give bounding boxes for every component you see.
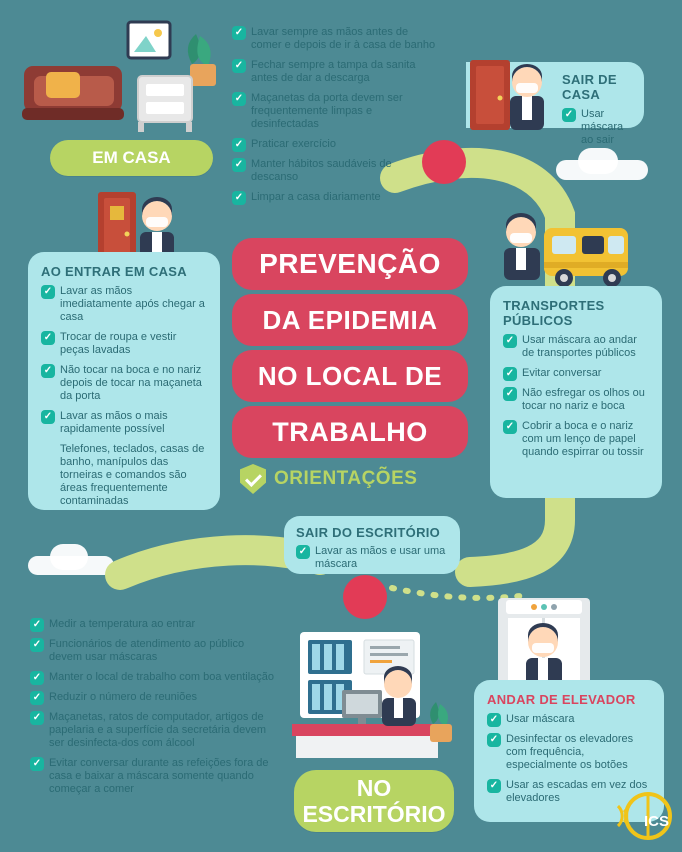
list-item xyxy=(296,545,448,571)
check-icon: ✓ xyxy=(41,364,55,378)
list-item xyxy=(30,671,276,684)
label-no-escritorio: NO ESCRITÓRIO xyxy=(294,770,454,832)
check-icon: ✓ xyxy=(41,285,55,299)
list-item-text: Não esfregar os olhos ou tocar no nariz e boca xyxy=(522,387,645,412)
list-item-text: Usar máscara xyxy=(506,713,575,725)
check-icon: ✓ xyxy=(487,779,501,793)
panel-title-ao-entrar: AO ENTRAR EM CASA xyxy=(41,264,187,279)
list-item-text: Trocar de roupa e vestir peças lavadas xyxy=(60,331,177,356)
title-bar-1: PREVENÇÃO xyxy=(232,238,468,290)
list-em-casa xyxy=(232,26,440,211)
list-item-text: Desinfectar os elevadores com frequência, especialmente os botões xyxy=(506,733,634,771)
list-item-text: Limpar a casa diariamente xyxy=(251,191,381,203)
panel-sair-do-escritorio xyxy=(284,516,460,574)
list-item xyxy=(487,713,651,726)
list-item xyxy=(41,364,207,403)
list-item-text: Não tocar na boca e no nariz depois de tocar na maçaneta da porta xyxy=(60,364,202,402)
title-bar-3: NO LOCAL DE xyxy=(232,350,468,402)
list-item xyxy=(503,387,649,413)
check-icon: ✓ xyxy=(232,191,246,205)
check-icon: ✓ xyxy=(503,334,517,348)
list-item xyxy=(232,191,440,204)
list-sair-escritorio xyxy=(296,545,448,571)
label-em-casa xyxy=(50,140,213,176)
list-item-text: Lavar sempre as mãos antes de comer e depois de ir à casa de banho xyxy=(251,26,436,51)
list-item-text: Lavar as mãos e usar uma máscara xyxy=(315,545,446,570)
list-item-text: Evitar conversar durante as refeições fora de casa e baixar a máscara somente quando começar a comer xyxy=(49,757,269,795)
title-bar-4: TRABALHO xyxy=(232,406,468,458)
list-item-text: Maçanetas, ratos de computador, artigos de papelaria e a superfície da secretária devem ser desinfecta-dos com álcool xyxy=(49,711,267,749)
check-icon: ✓ xyxy=(487,733,501,747)
office-illustration xyxy=(286,628,456,768)
check-icon: ✓ xyxy=(487,713,501,727)
list-item-text: Lavar as mãos o mais rapidamente possível xyxy=(60,410,168,435)
panel-transportes-publicos xyxy=(490,286,662,498)
check-icon: ✓ xyxy=(41,410,55,424)
label-em-casa-text: EM CASA xyxy=(92,148,171,167)
svg-text:ICS: ICS xyxy=(644,813,670,830)
check-icon: ✓ xyxy=(30,618,44,632)
check-icon: ✓ xyxy=(503,387,517,401)
list-item xyxy=(503,334,649,360)
list-item xyxy=(232,26,440,52)
list-sair-de-casa xyxy=(562,108,634,147)
list-item-text: Funcionários de atendimento ao público devem usar máscaras xyxy=(49,638,245,663)
list-item-text: Reduzir o número de reuniões xyxy=(49,691,197,703)
check-icon: ✓ xyxy=(562,108,576,122)
list-item xyxy=(562,108,634,147)
panel-ao-entrar-em-casa xyxy=(28,252,220,510)
list-item-text: Medir a temperatura ao entrar xyxy=(49,618,196,630)
check-icon: ✓ xyxy=(30,671,44,685)
check-icon: ✓ xyxy=(296,545,310,559)
list-item xyxy=(503,367,649,380)
list-item-text: Usar as escadas em vez dos elevadores xyxy=(506,779,648,804)
list-item-text: Manter hábitos saudáveis de descanso xyxy=(251,158,392,183)
list-item-text: Evitar conversar xyxy=(522,367,602,379)
note-ao-entrar: Telefones, teclados, casas de banho, manípulos das torneiras e comandos são áreas frequentemente contaminadas xyxy=(60,443,205,507)
list-item xyxy=(41,410,207,436)
list-item-text: Manter o local de trabalho com boa ventilação xyxy=(49,671,275,683)
logo-ics xyxy=(614,786,674,846)
list-item xyxy=(30,691,276,704)
orientacoes-text: ORIENTAÇÕES xyxy=(274,468,418,489)
man-leaving-home-illustration xyxy=(466,56,562,134)
check-icon: ✓ xyxy=(41,331,55,345)
check-icon: ✓ xyxy=(232,26,246,40)
orientacoes-label xyxy=(240,464,417,494)
list-item xyxy=(30,638,276,664)
bus-illustration xyxy=(500,212,632,296)
check-icon: ✓ xyxy=(30,711,44,725)
list-item xyxy=(30,618,276,631)
check-icon: ✓ xyxy=(503,367,517,381)
list-item xyxy=(30,757,276,796)
title-bar-2: DA EPIDEMIA xyxy=(232,294,468,346)
check-icon: ✓ xyxy=(30,691,44,705)
check-icon: ✓ xyxy=(30,638,44,652)
panel-title-elevador: ANDAR DE ELEVADOR xyxy=(487,692,636,707)
panel-title-transportes: TRANSPORTES PÚBLICOS xyxy=(503,298,605,328)
check-icon: ✓ xyxy=(232,92,246,106)
list-item xyxy=(41,285,207,324)
list-item xyxy=(232,59,440,85)
list-item xyxy=(232,92,440,131)
list-item-text: Maçanetas da porta devem ser frequentemente limpas e desinfectadas xyxy=(251,92,403,130)
list-item-text: Lavar as mãos imediatamente após chegar a casa xyxy=(60,285,205,323)
check-icon: ✓ xyxy=(30,757,44,771)
list-no-escritorio xyxy=(30,618,276,803)
list-item-text: Praticar exercício xyxy=(251,138,336,150)
list-item-text: Cobrir a boca e o nariz com um lenço de papel quando espirrar ou tossir xyxy=(522,420,644,458)
check-icon: ✓ xyxy=(503,420,517,434)
check-icon: ✓ xyxy=(232,59,246,73)
list-item xyxy=(41,331,207,357)
list-item-text: Usar máscara ao sair xyxy=(581,108,624,146)
list-item xyxy=(503,420,649,459)
list-ao-entrar xyxy=(41,285,207,436)
shield-check-icon xyxy=(240,464,266,494)
list-transportes xyxy=(503,334,649,459)
list-item xyxy=(30,711,276,750)
living-room-illustration xyxy=(18,14,218,144)
list-item-text: Fechar sempre a tampa da sanita antes de dar a descarga xyxy=(251,59,416,84)
list-item xyxy=(232,158,440,184)
list-item xyxy=(487,733,651,772)
list-item-text: Usar máscara ao andar de transportes públicos xyxy=(522,334,637,359)
check-icon: ✓ xyxy=(232,138,246,152)
check-icon: ✓ xyxy=(232,158,246,172)
panel-title-sair-escritorio: SAIR DO ESCRITÓRIO xyxy=(296,525,441,540)
panel-title-sair-de-casa: SAIR DE CASA xyxy=(562,72,617,102)
list-item xyxy=(232,138,440,151)
